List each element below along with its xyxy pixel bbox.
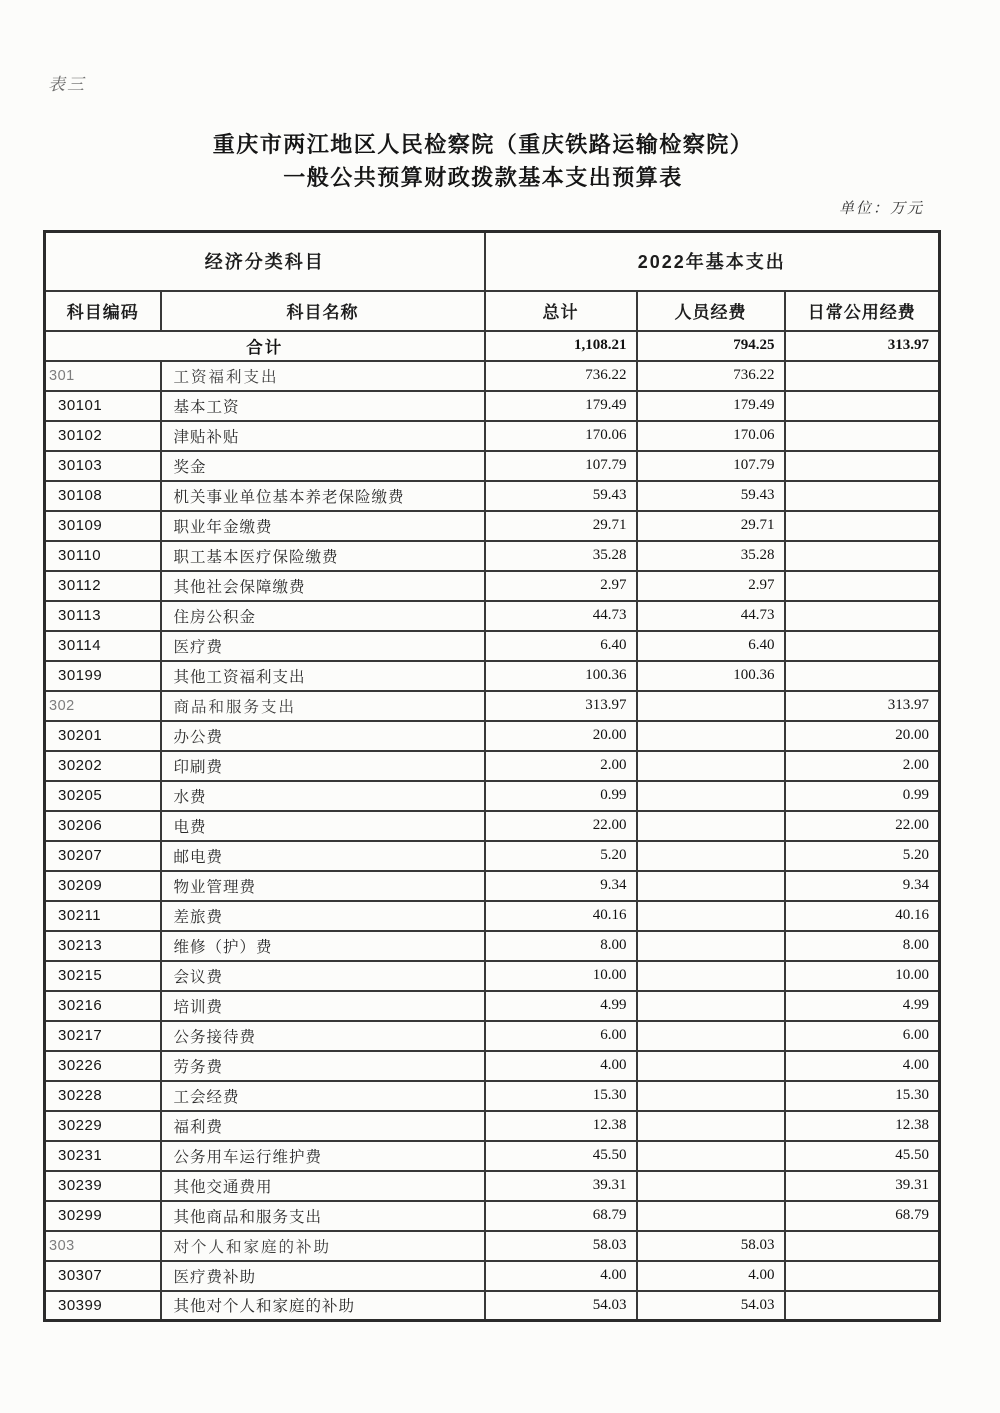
subject-code-cell: 30199 — [45, 661, 161, 691]
total-label-cell: 合计 — [45, 331, 485, 361]
table-row — [45, 1021, 940, 1051]
total-value-cell: 59.43 — [485, 481, 637, 511]
group-header-row — [45, 232, 940, 291]
total-value-cell: 5.20 — [485, 841, 637, 871]
title-line-1: 重庆市两江地区人民检察院（重庆铁路运输检察院） — [212, 132, 754, 157]
subject-name-cell: 公务接待费 — [161, 1021, 485, 1051]
table-row — [45, 661, 940, 691]
total-personnel-cell: 794.25 — [637, 331, 785, 361]
total-value-cell: 39.31 — [485, 1171, 637, 1201]
daily-value-cell: 4.00 — [785, 1051, 940, 1081]
total-value-cell: 2.00 — [485, 751, 637, 781]
total-value-cell: 736.22 — [485, 361, 637, 391]
subject-code-cell: 30216 — [45, 991, 161, 1021]
subject-name-cell: 物业管理费 — [161, 871, 485, 901]
daily-value-cell: 4.99 — [785, 991, 940, 1021]
subject-name-cell: 商品和服务支出 — [161, 691, 485, 721]
subject-name-cell: 差旅费 — [161, 901, 485, 931]
total-value-cell: 4.00 — [485, 1261, 637, 1291]
subject-name-cell: 劳务费 — [161, 1051, 485, 1081]
total-value-cell: 15.30 — [485, 1081, 637, 1111]
total-value-cell: 58.03 — [485, 1231, 637, 1261]
column-header-row — [45, 291, 940, 331]
budget-table-body — [45, 331, 940, 1321]
table-row — [45, 1231, 940, 1261]
personnel-value-cell — [637, 691, 785, 721]
daily-value-cell — [785, 631, 940, 661]
table-row — [45, 631, 940, 661]
daily-value-cell: 8.00 — [785, 931, 940, 961]
personnel-value-cell: 2.97 — [637, 571, 785, 601]
daily-value-cell: 20.00 — [785, 721, 940, 751]
personnel-value-cell — [637, 961, 785, 991]
subject-code-cell: 30206 — [45, 811, 161, 841]
total-value-cell: 40.16 — [485, 901, 637, 931]
table-row — [45, 691, 940, 721]
personnel-value-cell: 736.22 — [637, 361, 785, 391]
subject-code-cell: 30205 — [45, 781, 161, 811]
subject-code-cell: 30215 — [45, 961, 161, 991]
total-value-cell: 313.97 — [485, 691, 637, 721]
subject-name-cell: 印刷费 — [161, 751, 485, 781]
personnel-value-cell: 58.03 — [637, 1231, 785, 1261]
personnel-value-cell — [637, 1171, 785, 1201]
subject-name-cell: 职工基本医疗保险缴费 — [161, 541, 485, 571]
table-row — [45, 391, 940, 421]
table-row — [45, 1291, 940, 1321]
table-row — [45, 1141, 940, 1171]
table-row — [45, 1171, 940, 1201]
table-row — [45, 841, 940, 871]
personnel-value-cell: 107.79 — [637, 451, 785, 481]
column-header-subject-code: 科目编码 — [45, 291, 161, 331]
title-line-2: 一般公共预算财政拨款基本支出预算表 — [283, 165, 683, 190]
personnel-value-cell: 59.43 — [637, 481, 785, 511]
personnel-value-cell — [637, 1021, 785, 1051]
total-value-cell: 10.00 — [485, 961, 637, 991]
daily-value-cell: 12.38 — [785, 1111, 940, 1141]
subject-name-cell: 其他对个人和家庭的补助 — [161, 1291, 485, 1321]
subject-code-cell: 30226 — [45, 1051, 161, 1081]
personnel-value-cell — [637, 841, 785, 871]
subject-code-cell: 30231 — [45, 1141, 161, 1171]
daily-value-cell: 68.79 — [785, 1201, 940, 1231]
total-value-cell: 54.03 — [485, 1291, 637, 1321]
daily-value-cell: 40.16 — [785, 901, 940, 931]
personnel-value-cell — [637, 931, 785, 961]
subject-code-cell: 30102 — [45, 421, 161, 451]
document-title — [0, 128, 966, 194]
column-header-subject-name: 科目名称 — [161, 291, 485, 331]
subject-code-cell: 30108 — [45, 481, 161, 511]
column-header-daily-public-funds: 日常公用经费 — [785, 291, 940, 331]
personnel-value-cell: 54.03 — [637, 1291, 785, 1321]
budget-table-header — [45, 232, 940, 331]
table-row — [45, 751, 940, 781]
table-row — [45, 871, 940, 901]
subject-name-cell: 其他交通费用 — [161, 1171, 485, 1201]
total-value-cell: 45.50 — [485, 1141, 637, 1171]
personnel-value-cell — [637, 1081, 785, 1111]
table-row — [45, 481, 940, 511]
total-value-cell: 100.36 — [485, 661, 637, 691]
subject-code-cell: 30109 — [45, 511, 161, 541]
daily-value-cell: 5.20 — [785, 841, 940, 871]
personnel-value-cell — [637, 721, 785, 751]
personnel-value-cell — [637, 871, 785, 901]
total-value-cell: 0.99 — [485, 781, 637, 811]
table-row — [45, 1201, 940, 1231]
daily-value-cell: 9.34 — [785, 871, 940, 901]
group-header-2022-basic-expenditure: 2022年基本支出 — [485, 232, 940, 291]
total-value-cell: 68.79 — [485, 1201, 637, 1231]
personnel-value-cell: 44.73 — [637, 601, 785, 631]
subject-name-cell: 会议费 — [161, 961, 485, 991]
total-value-cell: 9.34 — [485, 871, 637, 901]
daily-value-cell — [785, 661, 940, 691]
table-row — [45, 421, 940, 451]
personnel-value-cell — [637, 751, 785, 781]
budget-table — [43, 230, 941, 1322]
table-row — [45, 931, 940, 961]
daily-value-cell: 15.30 — [785, 1081, 940, 1111]
column-header-total: 总计 — [485, 291, 637, 331]
daily-value-cell — [785, 1231, 940, 1261]
daily-value-cell — [785, 391, 940, 421]
daily-value-cell: 10.00 — [785, 961, 940, 991]
daily-value-cell — [785, 601, 940, 631]
subject-code-cell: 30209 — [45, 871, 161, 901]
daily-value-cell — [785, 1291, 940, 1321]
subject-code-cell: 30112 — [45, 571, 161, 601]
total-value-cell: 8.00 — [485, 931, 637, 961]
personnel-value-cell: 170.06 — [637, 421, 785, 451]
table-row — [45, 361, 940, 391]
table-row — [45, 781, 940, 811]
total-value-cell: 4.00 — [485, 1051, 637, 1081]
subject-code-cell: 30113 — [45, 601, 161, 631]
table-row — [45, 541, 940, 571]
daily-value-cell — [785, 1261, 940, 1291]
table-row — [45, 961, 940, 991]
total-daily-cell: 313.97 — [785, 331, 940, 361]
daily-value-cell — [785, 481, 940, 511]
table-row — [45, 1111, 940, 1141]
personnel-value-cell — [637, 901, 785, 931]
total-value-cell: 20.00 — [485, 721, 637, 751]
subject-name-cell: 津贴补贴 — [161, 421, 485, 451]
subject-name-cell: 福利费 — [161, 1111, 485, 1141]
subject-name-cell: 医疗费 — [161, 631, 485, 661]
personnel-value-cell: 179.49 — [637, 391, 785, 421]
subject-code-cell: 30110 — [45, 541, 161, 571]
total-value-cell: 6.40 — [485, 631, 637, 661]
personnel-value-cell — [637, 781, 785, 811]
personnel-value-cell: 100.36 — [637, 661, 785, 691]
subject-code-cell: 30217 — [45, 1021, 161, 1051]
total-value-cell: 22.00 — [485, 811, 637, 841]
subject-code-cell: 30299 — [45, 1201, 161, 1231]
table-row — [45, 991, 940, 1021]
total-row — [45, 331, 940, 361]
subject-name-cell: 奖金 — [161, 451, 485, 481]
subject-name-cell: 邮电费 — [161, 841, 485, 871]
total-value-cell: 179.49 — [485, 391, 637, 421]
total-value-cell: 170.06 — [485, 421, 637, 451]
personnel-value-cell: 6.40 — [637, 631, 785, 661]
subject-name-cell: 培训费 — [161, 991, 485, 1021]
subject-code-cell: 30101 — [45, 391, 161, 421]
table-row — [45, 601, 940, 631]
subject-code-cell: 30211 — [45, 901, 161, 931]
subject-name-cell: 职业年金缴费 — [161, 511, 485, 541]
total-value-cell: 44.73 — [485, 601, 637, 631]
subject-name-cell: 办公费 — [161, 721, 485, 751]
subject-code-cell: 30228 — [45, 1081, 161, 1111]
total-value-cell: 12.38 — [485, 1111, 637, 1141]
subject-name-cell: 医疗费补助 — [161, 1261, 485, 1291]
subject-code-cell: 30213 — [45, 931, 161, 961]
subject-name-cell: 公务用车运行维护费 — [161, 1141, 485, 1171]
table-row — [45, 1051, 940, 1081]
subject-name-cell: 其他工资福利支出 — [161, 661, 485, 691]
subject-code-cell: 30207 — [45, 841, 161, 871]
daily-value-cell: 0.99 — [785, 781, 940, 811]
table-row — [45, 721, 940, 751]
subject-code-cell: 30239 — [45, 1171, 161, 1201]
column-header-personnel-funds: 人员经费 — [637, 291, 785, 331]
personnel-value-cell — [637, 811, 785, 841]
personnel-value-cell — [637, 1141, 785, 1171]
table-row — [45, 811, 940, 841]
total-value-cell: 4.99 — [485, 991, 637, 1021]
subject-name-cell: 其他商品和服务支出 — [161, 1201, 485, 1231]
total-value-cell: 29.71 — [485, 511, 637, 541]
daily-value-cell — [785, 511, 940, 541]
personnel-value-cell — [637, 1111, 785, 1141]
subject-code-cell: 30307 — [45, 1261, 161, 1291]
subject-name-cell: 机关事业单位基本养老保险缴费 — [161, 481, 485, 511]
subject-name-cell: 水费 — [161, 781, 485, 811]
subject-name-cell: 基本工资 — [161, 391, 485, 421]
total-value-cell: 35.28 — [485, 541, 637, 571]
daily-value-cell — [785, 541, 940, 571]
total-sum-cell: 1,108.21 — [485, 331, 637, 361]
table-row — [45, 451, 940, 481]
subject-code-cell: 303 — [45, 1231, 161, 1261]
table-row — [45, 511, 940, 541]
table-row — [45, 1081, 940, 1111]
table-row — [45, 901, 940, 931]
personnel-value-cell — [637, 991, 785, 1021]
subject-code-cell: 30229 — [45, 1111, 161, 1141]
daily-value-cell: 39.31 — [785, 1171, 940, 1201]
personnel-value-cell — [637, 1201, 785, 1231]
daily-value-cell: 2.00 — [785, 751, 940, 781]
subject-name-cell: 维修（护）费 — [161, 931, 485, 961]
table-row — [45, 1261, 940, 1291]
subject-code-cell: 30201 — [45, 721, 161, 751]
total-value-cell: 2.97 — [485, 571, 637, 601]
daily-value-cell — [785, 361, 940, 391]
subject-name-cell: 工会经费 — [161, 1081, 485, 1111]
personnel-value-cell — [637, 1051, 785, 1081]
group-header-classification: 经济分类科目 — [45, 232, 485, 291]
subject-name-cell: 住房公积金 — [161, 601, 485, 631]
subject-name-cell: 工资福利支出 — [161, 361, 485, 391]
subject-code-cell: 30114 — [45, 631, 161, 661]
daily-value-cell — [785, 451, 940, 481]
daily-value-cell: 313.97 — [785, 691, 940, 721]
table-row — [45, 571, 940, 601]
subject-name-cell: 电费 — [161, 811, 485, 841]
total-value-cell: 6.00 — [485, 1021, 637, 1051]
unit-label: 单位：万元 — [838, 201, 924, 217]
table-number-label: 表三 — [48, 75, 86, 94]
total-value-cell: 107.79 — [485, 451, 637, 481]
daily-value-cell: 22.00 — [785, 811, 940, 841]
subject-code-cell: 30399 — [45, 1291, 161, 1321]
personnel-value-cell: 29.71 — [637, 511, 785, 541]
personnel-value-cell: 35.28 — [637, 541, 785, 571]
subject-code-cell: 301 — [45, 361, 161, 391]
daily-value-cell — [785, 421, 940, 451]
daily-value-cell: 45.50 — [785, 1141, 940, 1171]
subject-name-cell: 对个人和家庭的补助 — [161, 1231, 485, 1261]
subject-code-cell: 30202 — [45, 751, 161, 781]
subject-code-cell: 302 — [45, 691, 161, 721]
daily-value-cell — [785, 571, 940, 601]
subject-code-cell: 30103 — [45, 451, 161, 481]
personnel-value-cell: 4.00 — [637, 1261, 785, 1291]
daily-value-cell: 6.00 — [785, 1021, 940, 1051]
subject-name-cell: 其他社会保障缴费 — [161, 571, 485, 601]
